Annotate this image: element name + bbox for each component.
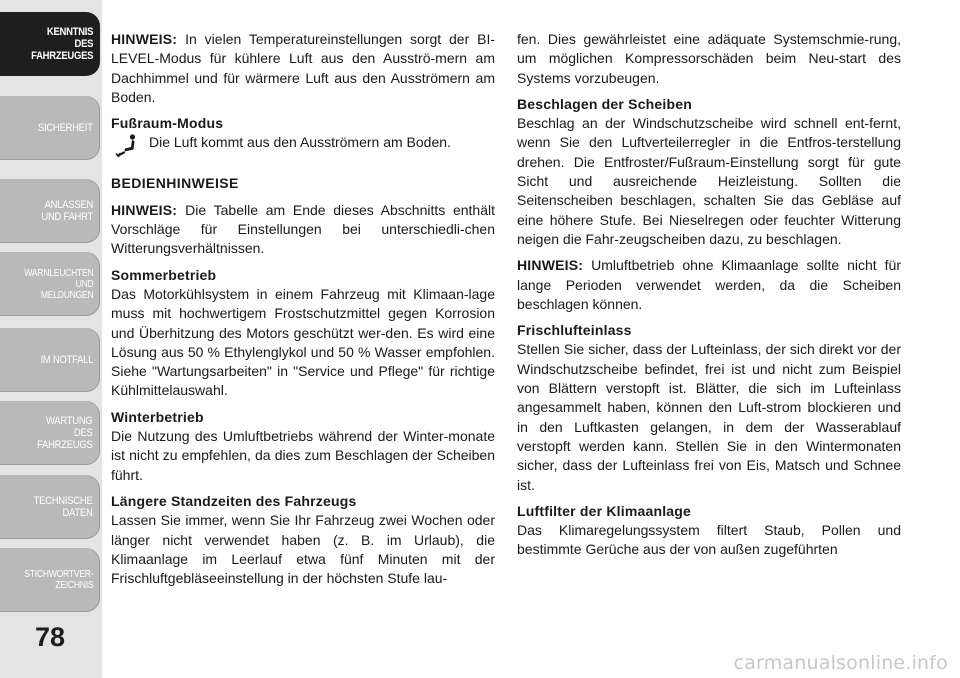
heading-fussraum-modus: Fußraum-Modus <box>111 115 224 132</box>
tab-warnleuchten-und-meldungen[interactable] <box>0 252 100 316</box>
text-beschlagen: Beschlag an der Windschutzscheibe wird schnell ent-fernt, wenn Sie den Luftverteilerregler in die Entfros-terstellung drehen. Die Entfroster/Fußraum-Einstellung sorgt für gute Sicht und ausreichende Heizleistung. Sollten die Seitenscheiben beschlagen, schalten Sie das Gebläse auf eine höhere Stufe. Bei Nieselregen oder feuchter Witterung neigen die Fahr-zeugscheiben dazu, zu beschlagen. <box>517 115 901 247</box>
hinweis-text: Die Tabelle am Ende dieses Abschnitts enthält Vorschläge für Einstellungen bei unterschiedli-chen Witterungsverhältnissen. <box>111 201 495 257</box>
tab-label: WARNLEUCHTEN UND MELDUNGEN <box>23 267 93 301</box>
hinweis-text: Umluftbetrieb ohne Klimaanlage sollte nicht für lange Perioden verwendet werden, da die Scheiben beschlagen können. <box>517 257 901 312</box>
hinweis-label: HINWEIS: <box>111 31 178 47</box>
watermark: carmanualsonline.info <box>733 652 948 674</box>
text-sommerbetrieb: Das Motorkühlsystem in einem Fahrzeug mit Klimaan-lage muss mit hochwertigem Frostschutzmittel gegen Korrosion und Überhitzung des Motors geschützt wer-den. Es wird eine Lösung aus 50 % Ethylenglykol und 50 % Wasser empfohlen. Siehe "Wartungsarbeiten" in "Service und Pflege" für richtige Kühlmittelauswahl. <box>111 285 495 399</box>
left-column <box>111 30 495 588</box>
tab-label: SICHERHEIT <box>38 122 93 134</box>
hinweis-text: In vielen Temperatureinstellungen sorgt der BI-LEVEL-Modus für kühlere Luft aus den Ausströ-mern am Dachhimmel und für wärmere Luft aus den Ausströmern am Boden. <box>111 31 495 105</box>
hinweis-label: HINWEIS: <box>517 257 584 274</box>
heading-winterbetrieb: Winterbetrieb <box>111 408 204 425</box>
tab-label: STICHWORTVER- ZEICHNIS <box>23 569 93 591</box>
fussraum-text: Die Luft kommt aus den Ausströmern am Boden. <box>149 134 451 151</box>
tab-label: TECHNISCHE DATEN <box>34 495 93 519</box>
text-luftfilter: Das Klimaregelungssystem filtert Staub, Pollen und bestimmte Gerüche aus der von außen zugeführten <box>517 522 901 558</box>
right-column <box>517 30 901 560</box>
tab-label: ANLASSEN UND FAHRT <box>41 199 93 223</box>
tab-kenntnis-des-fahrzeuges[interactable] <box>0 12 100 76</box>
heading-standzeiten: Längere Standzeiten des Fahrzeugs <box>111 492 357 509</box>
tab-label: WARTUNG DES FAHRZEUGS <box>37 415 93 451</box>
hinweis-umluft <box>517 256 901 314</box>
tab-anlassen-und-fahrt[interactable] <box>0 179 100 243</box>
heading-luftfilter: Luftfilter der Klimaanlage <box>517 502 692 519</box>
text-frischlufteinlass: Stellen Sie sicher, dass der Lufteinlass, der sich direkt vor der Windschutzscheibe befindet, frei ist und nicht zum Beispiel von Blättern verstopft ist. Blätter, die sich im Lufteinlass angesammelt haben, können den Luft-strom blockieren und in den Luftkasten gelangen, in dem der Wasserablauf verstopft werden kann. Stellen Sie in den Wintermonaten sicher, dass der Lufteinlass frei von Eis, Matsch und Schnee ist. <box>517 341 901 493</box>
tab-technische-daten[interactable] <box>0 475 100 539</box>
chapter-sidebar <box>0 0 102 678</box>
heading-frischlufteinlass: Frischlufteinlass <box>517 322 632 339</box>
page-number: 78 <box>34 622 66 652</box>
heading-sommerbetrieb: Sommerbetrieb <box>111 266 217 283</box>
text-standzeiten: Lassen Sie immer, wenn Sie Ihr Fahrzeug zwei Wochen oder länger nicht verwendet haben (z. B. im Urlaub), die Klimaanlage im Leerlauf etwa fünf Minuten mit der Frischluftgebläseeinstellung in der höchsten Stufe lau- <box>111 512 495 587</box>
fussraum-row <box>111 133 495 159</box>
heading-bedienhinweise: BEDIENHINWEISE <box>111 175 239 192</box>
tab-sicherheit[interactable] <box>0 96 100 160</box>
tab-wartung-des-fahrzeugs[interactable] <box>0 401 100 465</box>
text-continuation: fen. Dies gewährleistet eine adäquate Systemschmie-rung, um möglichen Kompressorschäden beim Neu-start des Systems vorzubeugen. <box>517 31 901 86</box>
foot-mode-icon <box>113 133 139 159</box>
heading-beschlagen: Beschlagen der Scheiben <box>517 95 692 112</box>
hinweis-tabelle <box>111 201 495 259</box>
hinweis-label: HINWEIS: <box>111 201 178 218</box>
tab-im-notfall[interactable] <box>0 328 100 392</box>
text-winterbetrieb: Die Nutzung des Umluftbetriebs während der Winter-monate ist nicht zu empfehlen, da dies zum Beschlagen der Scheiben führt. <box>111 428 495 483</box>
tab-label: IM NOTFALL <box>40 354 93 366</box>
hinweis-bilevel <box>111 30 495 107</box>
tab-label: KENNTNIS DES FAHRZEUGES <box>30 26 93 62</box>
tab-stichwortverzeichnis[interactable] <box>0 548 100 612</box>
